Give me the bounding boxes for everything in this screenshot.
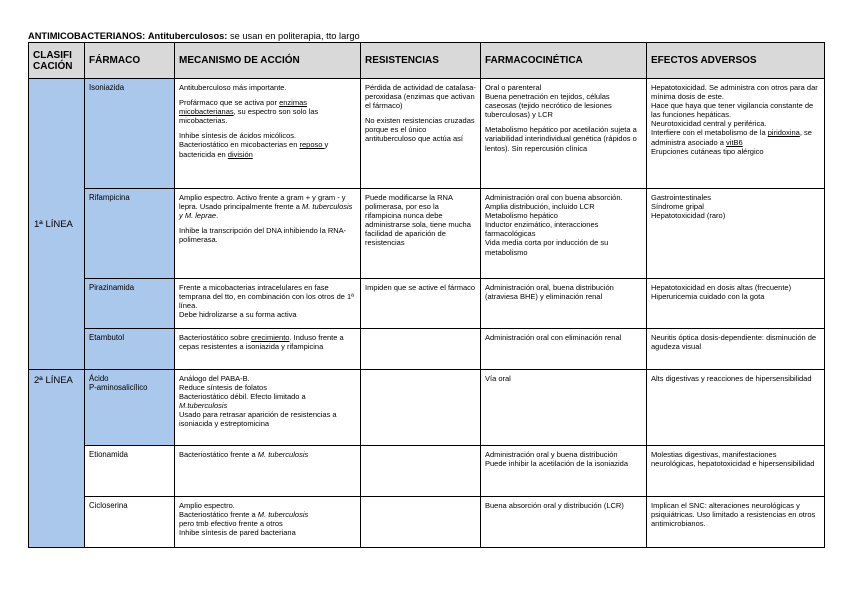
- header-resistencias: RESISTENCIAS: [361, 43, 481, 79]
- resistencias-cicloserina: [361, 497, 481, 548]
- text-line: Hepatotoxicidad en dosis altas (frecuente): [651, 283, 792, 292]
- text-line: Metabolismo hepático por acetilación sujeta a variabilidad interindividual genética (rápidos o lentos). Sin repercusión clínica: [485, 125, 637, 153]
- farmaco-isoniazida: Isoniazida: [85, 79, 175, 189]
- text-run-underlined: vitB6: [726, 137, 743, 147]
- text-line-italic: M.tuberculosis: [179, 401, 228, 411]
- text-run-underlined: crecimiento: [251, 333, 290, 342]
- text-line: Amplia distribución, incluido LCR: [485, 202, 595, 212]
- text-line: Ácido: [89, 374, 109, 383]
- row-rifampicina: [29, 189, 825, 279]
- mecanismo-cicloserina: [175, 497, 361, 548]
- text-line: Hepatotoxicidad (raro): [651, 211, 726, 221]
- text-run-italic: M. tuberculosis y M. leprae: [179, 202, 353, 221]
- text-run: Bacteriostático sobre: [179, 333, 252, 342]
- efectos-etionamida: Molestias digestivas, manifestaciones neurológicas, hepatotoxicidad e hipersensibilidad: [647, 446, 825, 497]
- efectos-acido-p-aminosalicilico: Alts digestivas y reacciones de hipersensibilidad: [647, 370, 825, 446]
- farmaco-etambutol: Etambutol: [85, 329, 175, 370]
- text-line: Gastrointestinales: [651, 193, 712, 202]
- row-acido-p-aminosalicilico: [29, 370, 825, 446]
- resistencias-pirazinamida: Impiden que se active el fármaco: [361, 279, 481, 329]
- row-etionamida: [29, 446, 825, 497]
- mecanismo-etionamida: [175, 446, 361, 497]
- text-line: Bacteriostático débil. Efecto limitado a: [179, 392, 306, 402]
- farmacocinetica-isoniazida: [481, 79, 647, 189]
- resistencias-rifampicina: Puede modificarse la RNA polimerasa, por eso la rifampicina nunca debe administrarse sola, tiene mucha facilidad de aparición de resistencias: [361, 189, 481, 279]
- text-line: Análogo del PABA-B.: [179, 374, 250, 383]
- text-line: [179, 140, 356, 158]
- farmacocinetica-pirazinamida: Administración oral, buena distribución (atraviesa BHE) y eliminación renal: [481, 279, 647, 329]
- text-run: Bacteriostático en micobacterias en: [179, 140, 300, 150]
- farmaco-rifampicina: Rifampicina: [85, 189, 175, 279]
- text-line: Inductor enzimático, interacciones farmacológicas: [485, 220, 599, 239]
- farmaco-pirazinamida: Pirazinamida: [85, 279, 175, 329]
- farmaco-etionamida: Etionamida: [85, 446, 175, 497]
- antituberculosis-table: [28, 42, 825, 548]
- title-prefix: ANTIMICOBACTERIANOS:: [28, 31, 146, 41]
- text-line: Debe hidrolizarse a su forma activa: [179, 310, 297, 320]
- farmaco-cicloserina: Cicloserina: [85, 497, 175, 548]
- resistencias-etambutol: [361, 329, 481, 370]
- mecanismo-acido-p-aminosalicilico: [175, 370, 361, 446]
- text-run: Bacteriostático frente a: [179, 450, 258, 459]
- text-line: Hiperuricemia cuidado con la gota: [651, 292, 765, 302]
- farmacocinetica-acido-p-aminosalicilico: Vía oral: [481, 370, 647, 446]
- text-line: Metabolismo hepático: [485, 211, 558, 221]
- text-run: Interfiere con el metabolismo de la: [651, 128, 768, 138]
- text-run: Bacteriostático frente a: [179, 510, 258, 520]
- text-run: , se administra asociado a: [651, 128, 812, 147]
- farmacocinetica-etambutol: Administración oral con eliminación renal: [481, 329, 647, 370]
- text-run: y bactericida en: [179, 140, 329, 159]
- header-farmacocinetica: FARMACOCINÉTICA: [481, 43, 647, 79]
- text-line: Frente a micobacterias intracelulares en fase temprana del tto, en combinación con los otros de 1ª línea.: [179, 283, 354, 311]
- title-rest: se usan en politerapia, tto largo: [227, 31, 360, 41]
- text-line: Inhibe síntesis de pared bacteriana: [179, 528, 296, 538]
- text-line: Puede inhibir la acetilación de la isoniazida: [485, 459, 629, 469]
- page-title: [28, 31, 360, 41]
- resistencias-etionamida: [361, 446, 481, 497]
- farmacocinetica-etionamida: [481, 446, 647, 497]
- mecanismo-etambutol: [175, 329, 361, 370]
- text-run-italic: M. tuberculosis: [257, 450, 309, 459]
- row-cicloserina: [29, 497, 825, 548]
- text-run: , su espectro son solo las micobacterias.: [179, 107, 319, 126]
- text-run: Amplio espectro. Activo frente a gram + y gram - y lepra. Usado principalmente frente a: [179, 193, 346, 212]
- text-line: Hepatotoxicidad. Se administra con otros para dar mínima dosis de este.: [651, 83, 818, 102]
- resistencias-acido-p-aminosalicilico: [361, 370, 481, 446]
- primera-linea-cell: 1ª LÍNEA: [29, 79, 85, 370]
- efectos-isoniazida: [647, 79, 825, 189]
- text-run-underlined: enzimas micobacterianas: [179, 98, 307, 117]
- text-line: Antituberculoso más importante.: [179, 83, 287, 92]
- text-line: P-aminosalicílico: [89, 383, 148, 393]
- text-run-underlined: piridoxina: [767, 128, 800, 138]
- text-line: [179, 98, 356, 125]
- efectos-pirazinamida: [647, 279, 825, 329]
- text-line: [651, 128, 820, 146]
- efectos-cicloserina: Implican el SNC: alteraciones neurológicas y psiquiátricas. Uso limitado a resistencias en otros antimicrobianos.: [647, 497, 825, 548]
- header-row: [29, 43, 825, 79]
- text-line: Inhibe síntesis de ácidos micólicos.: [179, 131, 297, 141]
- title-subject: Antituberculosos:: [147, 31, 228, 41]
- text-line: Erupciones cutáneas tipo alérgico: [651, 146, 764, 156]
- resistencias-isoniazida: [361, 79, 481, 189]
- text-line: Buena penetración en tejidos, células caseosas (tejido necrótico de lesiones tuberculosas) y LCR: [485, 92, 612, 120]
- text-line: Amplio espectro.: [179, 501, 235, 510]
- mecanismo-isoniazida: [175, 79, 361, 189]
- row-pirazinamida: [29, 279, 825, 329]
- text-line: Oral o parenteral: [485, 83, 542, 92]
- text-line: No existen resistencias cruzadas porque es el único antituberculoso que actúa así: [365, 116, 475, 144]
- text-run-underlined: reposo: [299, 140, 325, 150]
- text-line: Pérdida de actividad de catalasa-peroxidasa (enzimas que activan el fármaco): [365, 83, 476, 111]
- farmacocinetica-rifampicina: [481, 189, 647, 279]
- header-efectos-adversos: EFECTOS ADVERSOS: [647, 43, 825, 79]
- text-run: . Induso frente a cepas resistentes a isoniazida y rifampicina: [179, 333, 344, 352]
- text-line: Hace que haya que tener vigilancia constante de las funciones hepáticas.: [651, 101, 814, 120]
- header-clasificacion: CLASIFI CACIÓN: [29, 43, 85, 79]
- text-line: Neurotoxicidad central y periférica.: [651, 119, 767, 129]
- text-line: Reduce síntesis de folatos: [179, 383, 267, 393]
- text-run-underlined: división: [227, 149, 253, 159]
- farmaco-acido-p-aminosalicilico: [85, 370, 175, 446]
- text-line: Vida media corta por inducción de su metabolismo: [485, 238, 609, 257]
- text-line: [179, 193, 356, 220]
- mecanismo-pirazinamida: [175, 279, 361, 329]
- text-line: Administración oral y buena distribución: [485, 450, 618, 459]
- text-run-italic: M. tuberculosis: [257, 510, 309, 520]
- text-line: pero tmb efectivo frente a otros: [179, 519, 283, 529]
- header-farmaco: FÁRMACO: [85, 43, 175, 79]
- farmacocinetica-cicloserina: Buena absorción oral y distribución (LCR): [481, 497, 647, 548]
- mecanismo-rifampicina: [175, 189, 361, 279]
- text-line: Inhibe la transcripción del DNA inhibiendo la RNA-polimerasa.: [179, 226, 347, 245]
- text-line: Usado para retrasar aparición de resistencias a isoniacida y estreptomicina: [179, 410, 337, 429]
- efectos-rifampicina: [647, 189, 825, 279]
- text-run: .: [216, 211, 219, 221]
- header-mecanismo: MECANISMO DE ACCIÓN: [175, 43, 361, 79]
- efectos-etambutol: Neuritis óptica dosis-dependiente: disminución de agudeza visual: [647, 329, 825, 370]
- text-run: Profármaco que se activa por: [179, 98, 280, 108]
- row-etambutol: [29, 329, 825, 370]
- text-line: Administración oral con buena absorción.: [485, 193, 623, 202]
- row-isoniazida: [29, 79, 825, 189]
- segunda-linea-cell: 2ª LÍNEA: [29, 370, 85, 548]
- text-line: [179, 510, 356, 519]
- text-line: Síndrome gripal: [651, 202, 704, 212]
